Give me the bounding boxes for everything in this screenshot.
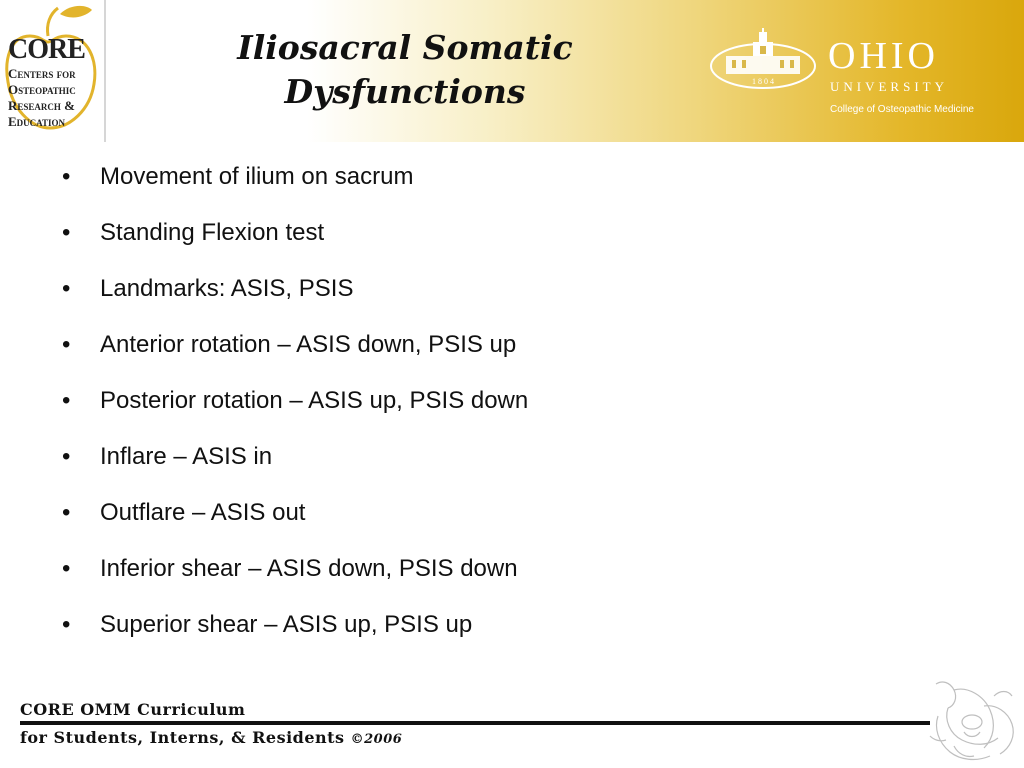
bullet-dot: • — [62, 331, 71, 358]
bullet-item — [62, 318, 528, 374]
bullet-dot: • — [62, 443, 71, 470]
bullet-text: Standing Flexion test — [100, 219, 325, 246]
core-logo-line: Osteopathic — [8, 82, 76, 97]
slide-title — [190, 26, 620, 114]
slide-title-line1: Iliosacral Somatic — [237, 28, 573, 67]
core-logo-name: CORE — [8, 34, 85, 65]
footer-audience-text: for Students, Interns, & Residents — [20, 728, 345, 747]
bullet-text: Inferior shear – ASIS down, PSIS down — [100, 555, 518, 582]
core-logo-line: Education — [8, 114, 66, 129]
bullet-text: Inflare – ASIS in — [100, 443, 273, 470]
bullet-text: Posterior rotation – ASIS up, PSIS down — [100, 387, 529, 414]
bullet-dot: • — [62, 387, 71, 414]
slide-header — [0, 0, 1024, 142]
core-logo-line: Centers for — [8, 66, 76, 81]
ohio-building-seal-icon — [708, 28, 818, 90]
bullet-text: Superior shear – ASIS up, PSIS up — [100, 611, 473, 638]
bullet-text: Outflare – ASIS out — [100, 499, 306, 526]
footer-audience — [20, 728, 402, 747]
header-divider — [104, 0, 106, 142]
ohio-logo-college: College of Osteopathic Medicine — [830, 104, 974, 115]
bullet-dot: • — [62, 219, 71, 246]
bullet-dot: • — [62, 275, 71, 302]
bullet-item — [62, 542, 528, 598]
bullet-item — [62, 262, 528, 318]
core-logo-line: Research & — [8, 98, 75, 113]
bullet-item — [62, 486, 528, 542]
slide-title-line2: Dysfunctions — [284, 72, 526, 111]
ohio-seal-year: 1 8 0 4 — [752, 77, 774, 86]
bullet-text: Anterior rotation – ASIS down, PSIS up — [100, 331, 517, 358]
anatomy-sketch-icon — [924, 676, 1020, 766]
ohio-logo-name: OHIO — [828, 35, 939, 77]
ohio-logo-university: UNIVERSITY — [830, 79, 948, 94]
bullet-dot: • — [62, 499, 71, 526]
core-logo — [0, 0, 108, 142]
bullet-item — [62, 374, 528, 430]
bullet-item — [62, 206, 528, 262]
bullet-item — [62, 430, 528, 486]
bullet-item — [62, 150, 528, 206]
bullet-text: Movement of ilium on sacrum — [100, 163, 414, 190]
bullet-dot: • — [62, 555, 71, 582]
footer-rule — [20, 721, 930, 725]
bullet-dot: • — [62, 611, 71, 638]
footer-curriculum: CORE OMM Curriculum — [20, 700, 246, 719]
footer-copyright: ©2006 — [350, 732, 403, 747]
bullet-item — [62, 598, 528, 654]
bullet-list — [62, 150, 528, 654]
bullet-dot: • — [62, 163, 71, 190]
bullet-text: Landmarks: ASIS, PSIS — [100, 275, 354, 302]
